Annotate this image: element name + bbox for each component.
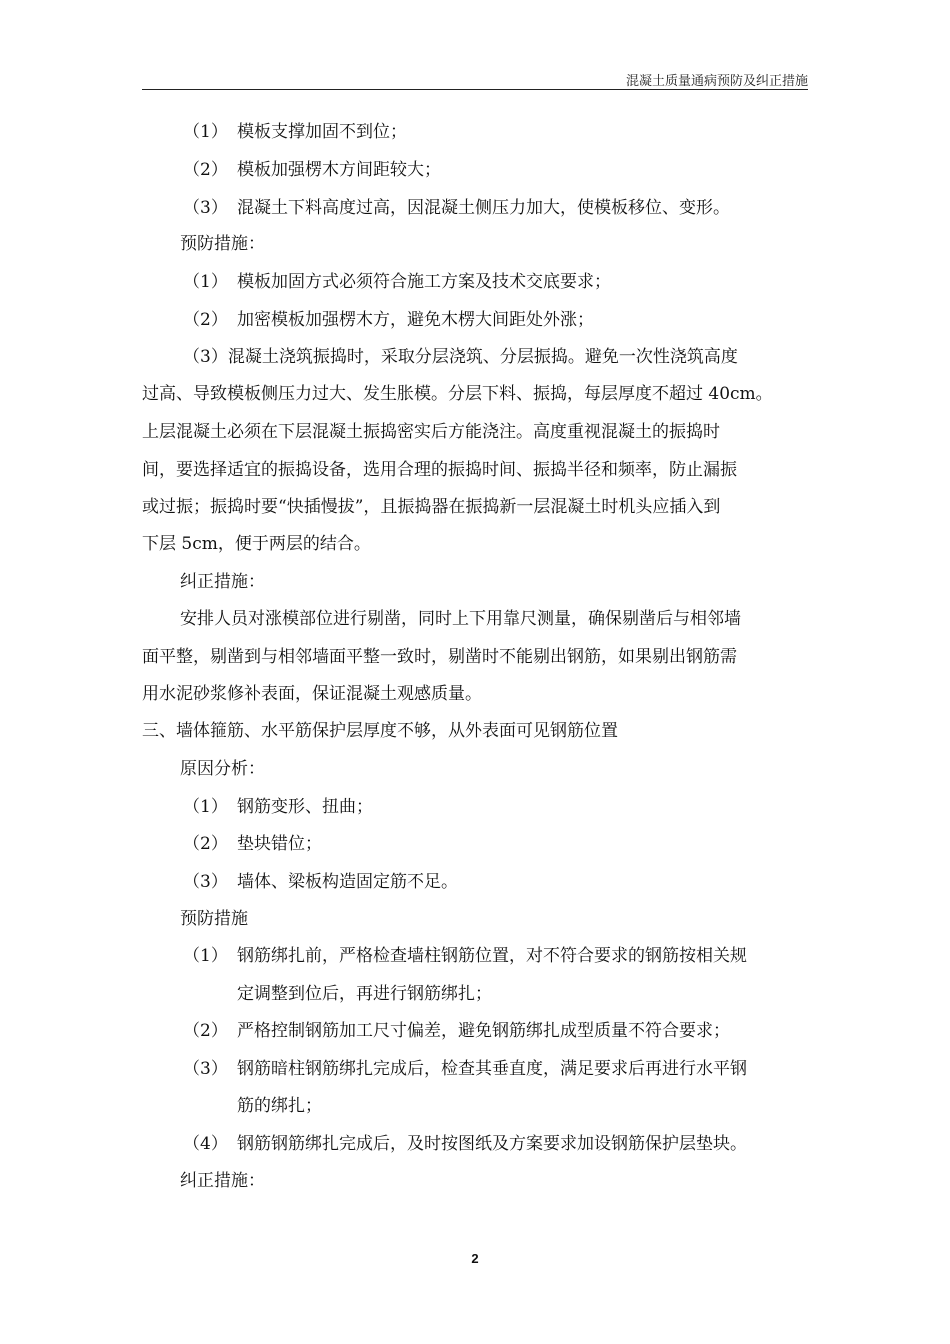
item-number: （3） <box>183 1059 228 1079</box>
item-text: 加密模板加强楞木方，避免木楞大间距处外涨； <box>237 310 594 330</box>
item-number: （1） <box>183 122 228 142</box>
item-text: 混凝土下料高度过高，因混凝土侧压力加大，使模板移位、变形。 <box>237 198 730 218</box>
item-text: 模板支撑加固不到位； <box>237 122 407 142</box>
page-number: 2 <box>471 1251 479 1266</box>
item-text: 钢筋绑扎前，严格检查墙柱钢筋位置，对不符合要求的钢筋按相关规 <box>237 946 747 966</box>
item-number: （2） <box>183 834 228 854</box>
item-text: 钢筋暗柱钢筋绑扎完成后，检查其垂直度，满足要求后再进行水平钢 <box>237 1059 747 1079</box>
item-number: （2） <box>183 1021 228 1041</box>
item-number: （3） <box>183 872 228 892</box>
item-text: 钢筋钢筋绑扎完成后，及时按图纸及方案要求加设钢筋保护层垫块。 <box>237 1134 747 1154</box>
item-text: 模板加强楞木方间距较大； <box>237 160 441 180</box>
item-text: 墙体、梁板构造固定筋不足。 <box>237 872 458 892</box>
item-number: （4） <box>183 1134 228 1154</box>
item-text: 模板加固方式必须符合施工方案及技术交底要求； <box>237 272 611 292</box>
item-number: （2） <box>183 310 228 330</box>
item-number: （1） <box>183 946 228 966</box>
item-text: 钢筋变形、扭曲； <box>237 797 373 817</box>
item-text: 垫块错位； <box>237 834 322 854</box>
item-number: （3） <box>183 198 228 218</box>
header-divider <box>142 89 808 90</box>
item-number: （1） <box>183 797 228 817</box>
header-title: 混凝土质量通病预防及纠正措施 <box>625 74 808 89</box>
item-number: （1） <box>183 272 228 292</box>
item-text: 严格控制钢筋加工尺寸偏差，避免钢筋绑扎成型质量不符合要求； <box>237 1021 730 1041</box>
item-number: （2） <box>183 160 228 180</box>
